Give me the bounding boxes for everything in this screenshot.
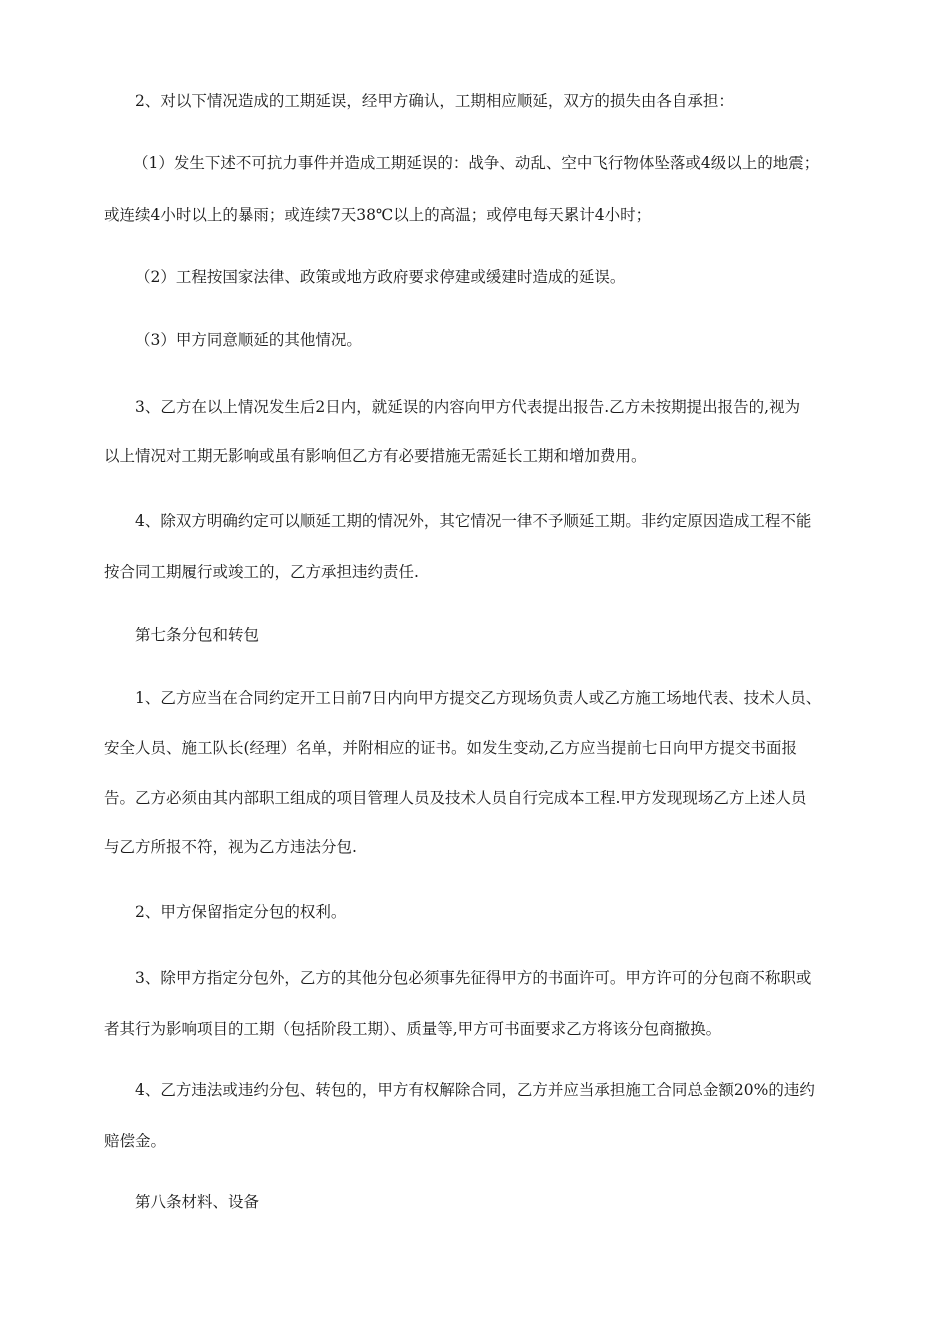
paragraph-line: 或连续4小时以上的暴雨；或连续7天38℃以上的高温；或停电每天累计4小时；	[104, 206, 652, 224]
paragraph-line: 1、乙方应当在合同约定开工日前7日内向甲方提交乙方现场负责人或乙方施工场地代表、技术人员、	[135, 689, 822, 707]
paragraph-line: （1）发生下述不可抗力事件并造成工期延误的：战争、动乱、空中飞行物体坠落或4级以上的地震；	[133, 154, 820, 172]
paragraph-line: 按合同工期履行或竣工的，乙方承担违约责任.	[104, 563, 419, 581]
paragraph-line: （2）工程按国家法律、政策或地方政府要求停建或缓建时造成的延误。	[135, 268, 626, 286]
paragraph-line: 3、乙方在以上情况发生后2日内，就延误的内容向甲方代表提出报告.乙方未按期提出报告的,视为	[135, 398, 801, 416]
paragraph-line: 赔偿金。	[104, 1132, 167, 1150]
section-heading: 第七条分包和转包	[135, 626, 260, 644]
paragraph-line: 者其行为影响项目的工期（包括阶段工期）、质量等,甲方可书面要求乙方将该分包商撤换。	[104, 1020, 722, 1038]
paragraph-line: 2、甲方保留指定分包的权利。	[135, 903, 347, 921]
paragraph-line: 以上情况对工期无影响或虽有影响但乙方有必要措施无需延长工期和增加费用。	[104, 447, 647, 465]
paragraph-line: 与乙方所报不符，视为乙方违法分包.	[104, 838, 357, 856]
paragraph-line: 4、除双方明确约定可以顺延工期的情况外，其它情况一律不予顺延工期。非约定原因造成工程不能	[135, 512, 812, 530]
paragraph-line: 3、除甲方指定分包外，乙方的其他分包必须事先征得甲方的书面许可。甲方许可的分包商不称职或	[135, 969, 812, 987]
paragraph-line: 2、对以下情况造成的工期延误，经甲方确认，工期相应顺延，双方的损失由各自承担：	[135, 92, 734, 110]
paragraph-line: 告。乙方必须由其内部职工组成的项目管理人员及技术人员自行完成本工程.甲方发现现场乙方上述人员	[104, 789, 807, 807]
section-heading: 第八条材料、设备	[135, 1193, 260, 1211]
paragraph-line: 安全人员、施工队长(经理）名单，并附相应的证书。如发生变动,乙方应当提前七日向甲方提交书面报	[104, 739, 797, 757]
paragraph-line: 4、乙方违法或违约分包、转包的，甲方有权解除合同，乙方并应当承担施工合同总金额20%的违约	[135, 1081, 815, 1099]
paragraph-line: （3）甲方同意顺延的其他情况。	[135, 331, 362, 349]
